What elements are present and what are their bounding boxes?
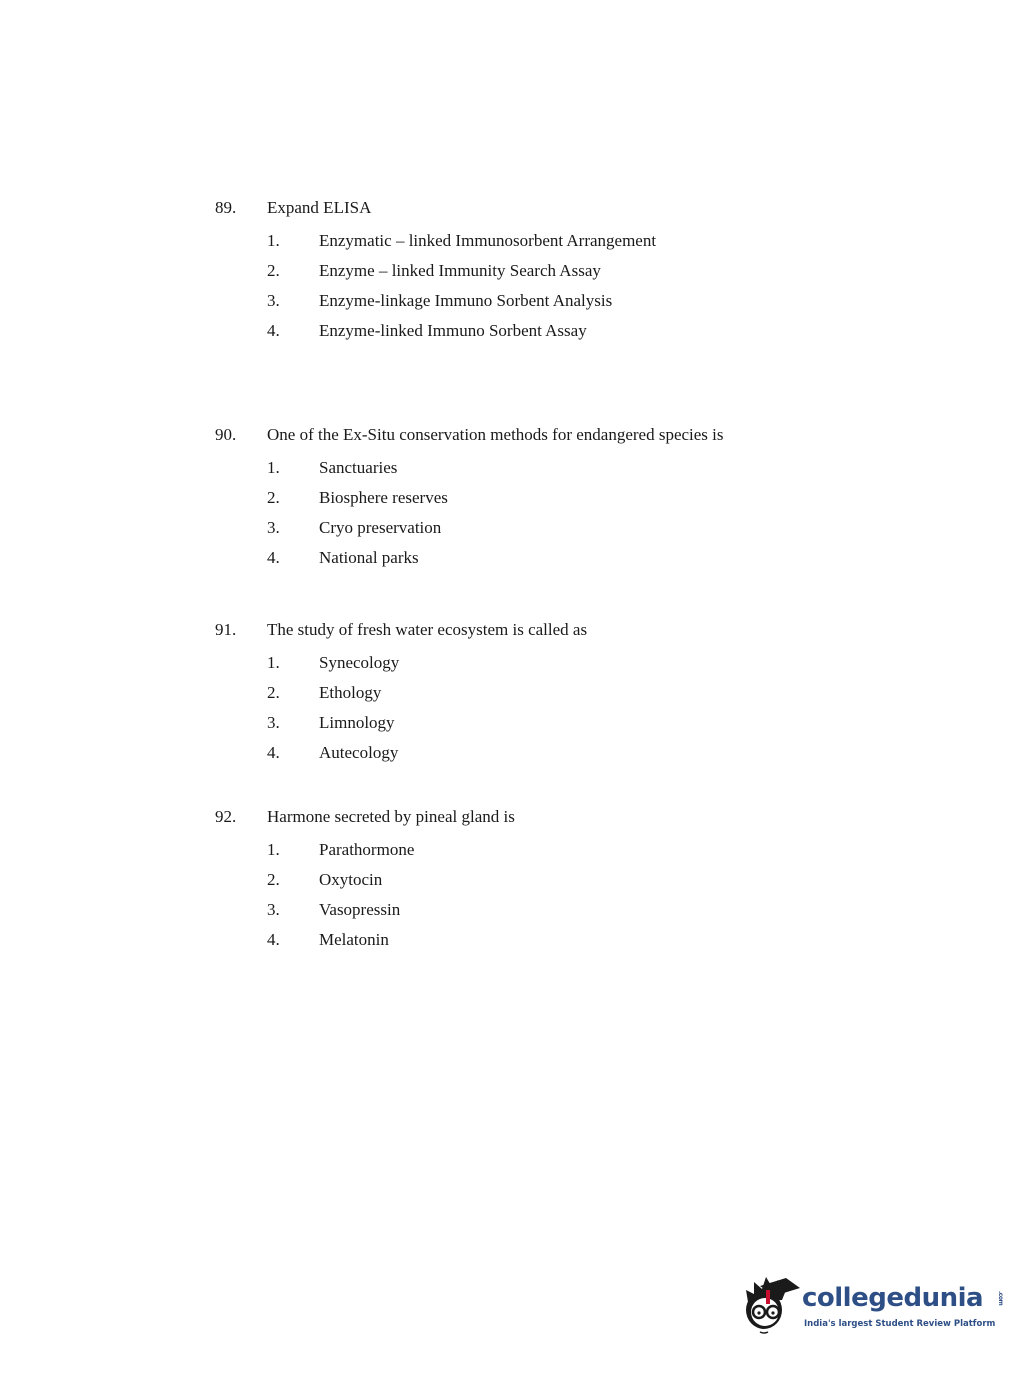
options-list <box>0 648 1001 768</box>
option-item <box>0 513 1001 543</box>
question-text: One of the Ex-Situ conservation methods for endangered species is <box>267 425 724 444</box>
question-number: 92. <box>215 807 237 826</box>
option-number: 1. <box>267 840 280 859</box>
option-text: Oxytocin <box>319 870 383 889</box>
question-stem <box>0 193 1001 223</box>
option-item <box>0 226 1001 256</box>
option-text: Enzymatic – linked Immunosorbent Arrangement <box>319 231 657 250</box>
options-list <box>0 835 1001 955</box>
option-item <box>0 453 1001 483</box>
option-text: Enzyme-linked Immuno Sorbent Assay <box>319 321 587 340</box>
wordmark-domain: .com <box>997 1291 1005 1306</box>
options-list <box>0 453 1001 573</box>
question-stem <box>0 615 1001 645</box>
question-number: 91. <box>215 620 237 639</box>
option-item <box>0 925 1001 955</box>
option-item <box>0 708 1001 738</box>
option-text: Enzyme – linked Immunity Search Assay <box>319 261 601 280</box>
option-number: 1. <box>267 458 280 477</box>
option-item <box>0 316 1001 346</box>
option-text: Limnology <box>319 713 395 732</box>
question-stem <box>0 420 1001 450</box>
wordmark-text: collegedunia <box>802 1283 984 1313</box>
option-item <box>0 835 1001 865</box>
question-number: 89. <box>215 198 237 217</box>
option-item <box>0 648 1001 678</box>
option-number: 4. <box>267 743 280 762</box>
question-90 <box>0 420 1001 573</box>
option-number: 2. <box>267 683 280 702</box>
option-item <box>0 543 1001 573</box>
option-text: Cryo preservation <box>319 518 442 537</box>
option-number: 3. <box>267 291 280 310</box>
option-text: Ethology <box>319 683 382 702</box>
question-91 <box>0 615 1001 768</box>
option-number: 4. <box>267 930 280 949</box>
student-mascot-icon <box>742 1272 802 1336</box>
option-item <box>0 865 1001 895</box>
logo-wordmark <box>802 1282 1016 1314</box>
option-number: 2. <box>267 261 280 280</box>
option-number: 4. <box>267 548 280 567</box>
option-number: 3. <box>267 900 280 919</box>
option-text: Autecology <box>319 743 399 762</box>
option-text: Synecology <box>319 653 400 672</box>
question-stem <box>0 802 1001 832</box>
option-number: 4. <box>267 321 280 340</box>
option-text: Parathormone <box>319 840 415 859</box>
option-item <box>0 483 1001 513</box>
option-number: 2. <box>267 488 280 507</box>
option-text: National parks <box>319 548 419 567</box>
option-text: Sanctuaries <box>319 458 398 477</box>
option-text: Enzyme-linkage Immuno Sorbent Analysis <box>319 291 613 310</box>
option-number: 2. <box>267 870 280 889</box>
option-text: Biosphere reserves <box>319 488 448 507</box>
question-number: 90. <box>215 425 237 444</box>
option-item <box>0 678 1001 708</box>
option-number: 3. <box>267 518 280 537</box>
question-89 <box>0 193 1001 346</box>
option-number: 3. <box>267 713 280 732</box>
options-list <box>0 226 1001 346</box>
option-text: Melatonin <box>319 930 389 949</box>
option-item <box>0 286 1001 316</box>
option-text: Vasopressin <box>319 900 401 919</box>
option-item <box>0 738 1001 768</box>
logo-tagline: India's largest Student Review Platform <box>804 1319 996 1329</box>
option-item <box>0 256 1001 286</box>
option-item <box>0 895 1001 925</box>
question-text: Expand ELISA <box>267 198 372 217</box>
question-text: Harmone secreted by pineal gland is <box>267 807 515 826</box>
option-number: 1. <box>267 231 280 250</box>
question-text: The study of fresh water ecosystem is called as <box>267 620 588 639</box>
collegedunia-logo <box>742 1272 1005 1342</box>
option-number: 1. <box>267 653 280 672</box>
question-92 <box>0 802 1001 955</box>
